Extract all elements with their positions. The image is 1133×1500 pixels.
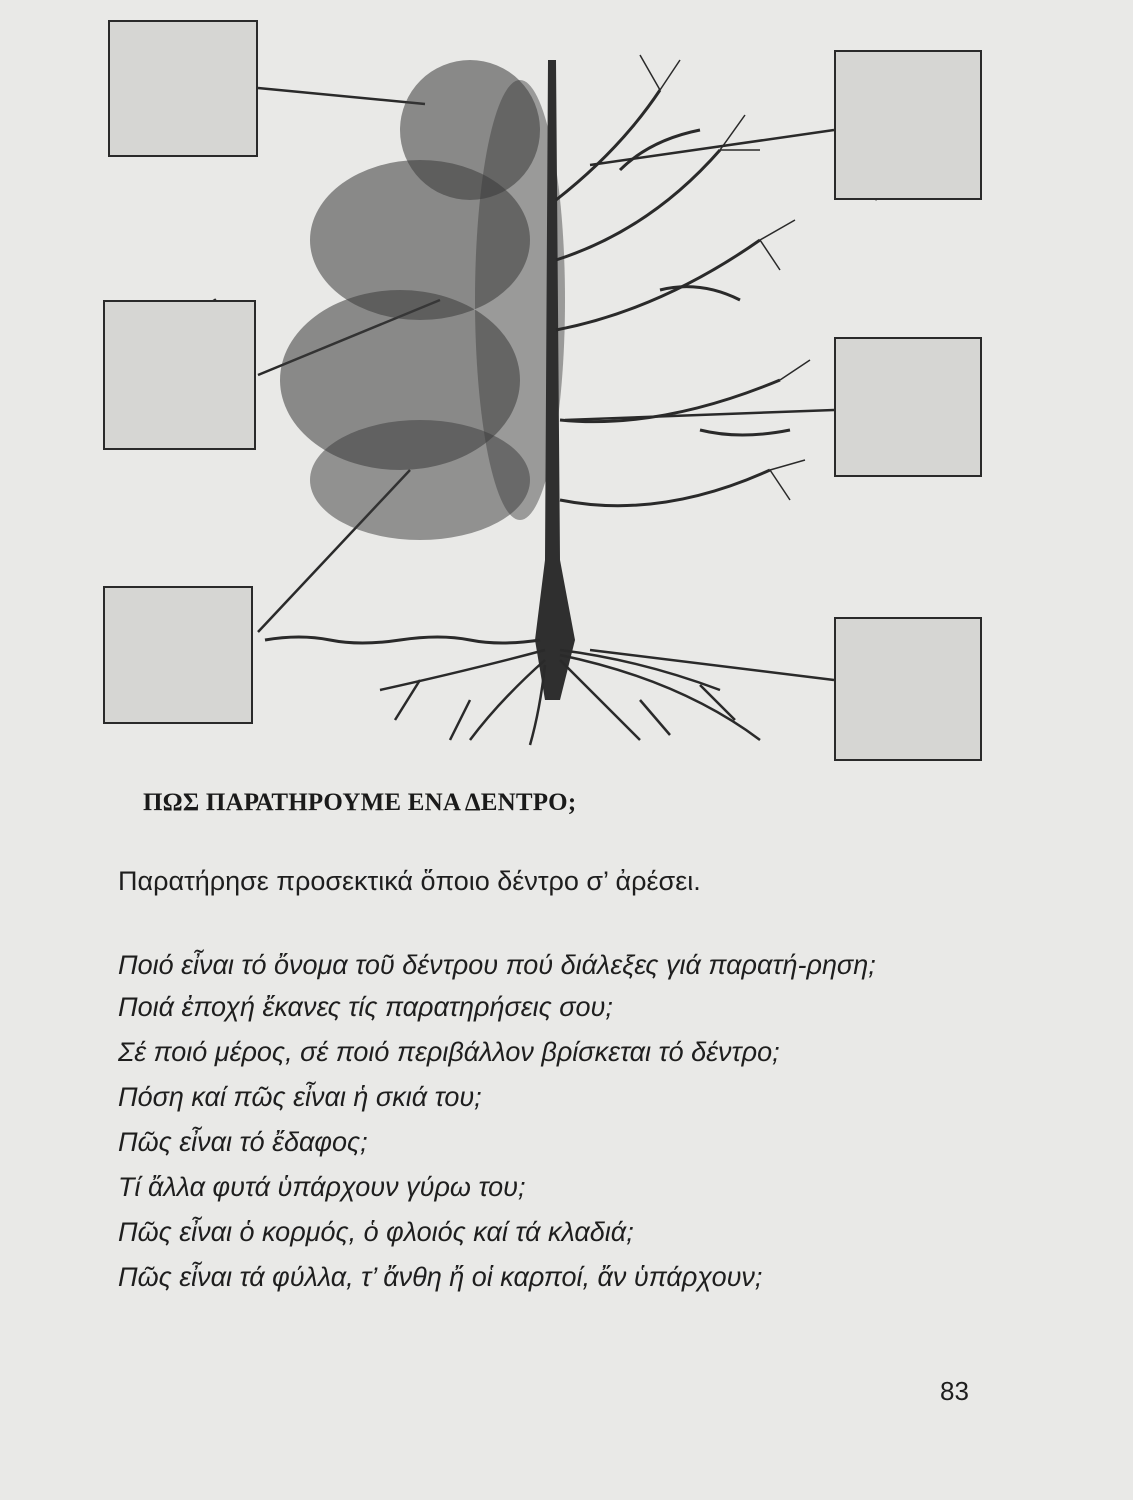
ground-line: [265, 637, 540, 643]
question-item: Πῶς εἶναι τό ἔδαφος;: [118, 1127, 368, 1157]
connector-line-bark: [565, 410, 834, 420]
question-item: Πῶς εἶναι ὁ κορμός, ὁ φλοιός καί τά κλαδιά;: [118, 1217, 634, 1247]
detail-box-catkins: [108, 20, 258, 157]
question-item: Πόση καί πῶς εἶναι ἡ σκιά του;: [118, 1082, 482, 1112]
detail-box-twig: [834, 50, 982, 200]
intro-sentence: Παρατήρησε προσεκτικά ὅποιο δέντρο σ’ ἀρέσει.: [118, 866, 701, 896]
question-item: Τί ἄλλα φυτά ὑπάρχουν γύρω του;: [118, 1172, 526, 1202]
page-number: 83: [940, 1376, 969, 1406]
question-list: [118, 948, 998, 1305]
connector-line-roots: [590, 650, 834, 680]
question-item: Ποιό εἶναι τό ὄνομα τοῦ δέντρου πού διάλεξες γιά παρατή-ρηση;: [118, 950, 876, 980]
question-item: Σέ ποιό μέρος, σέ ποιό περιβάλλον βρίσκεται τό δέντρο;: [118, 1037, 780, 1067]
question-item: Ποιά ἐποχή ἔκανες τίς παρατηρήσεις σου;: [118, 992, 613, 1022]
section-heading: ΠΩΣ ΠΑΡΑΤΗΡΟΥΜΕ ΕΝΑ ΔΕΝΤΡΟ;: [143, 789, 577, 816]
detail-box-acorn: [103, 586, 253, 724]
question-item: Πῶς εἶναι τά φύλλα, τ’ ἄνθη ἤ οἱ καρποί, ἄν ὑπάρχουν;: [118, 1262, 763, 1292]
detail-box-leaf: [103, 300, 256, 450]
tree-foliage: [280, 60, 565, 540]
connector-line-catkins: [258, 88, 425, 104]
detail-box-roots: [834, 617, 982, 761]
detail-box-bark: [834, 337, 982, 477]
